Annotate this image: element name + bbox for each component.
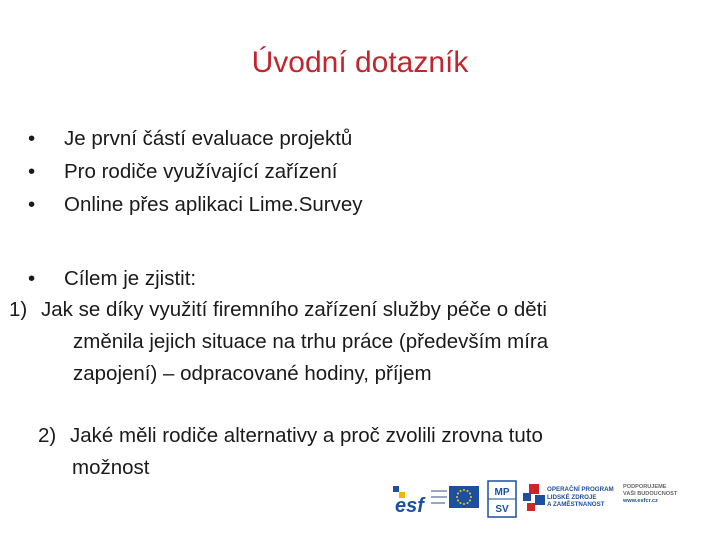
website-link: www.esfcr.cz (623, 498, 658, 504)
op-line: LIDSKÉ ZDROJE (547, 493, 597, 501)
bullet-marker: • (28, 160, 36, 183)
question-item (8, 294, 683, 390)
op-lzz-logo (523, 482, 623, 516)
goal-label: Cílem je zjistit: (64, 267, 197, 290)
op-line: A ZAMĚSTNANOST (547, 501, 605, 508)
bullet-text: Je první částí evaluace projektů (64, 127, 353, 150)
bullet-text: Pro rodiče využívající zařízení (64, 160, 338, 183)
bullet-list (28, 122, 363, 221)
goal-heading (28, 262, 196, 295)
bullet-marker: • (28, 267, 36, 290)
support-text (623, 484, 695, 516)
esf-logo-text: esf (395, 495, 424, 516)
question-list (8, 420, 682, 484)
bullet-marker: • (28, 193, 36, 216)
question-list (8, 294, 683, 390)
bullet-marker: • (28, 127, 36, 150)
svg-text:SV: SV (495, 504, 509, 515)
bullet-text: Online přes aplikaci Lime.Survey (64, 193, 363, 216)
question-text (72, 420, 682, 484)
question-line: zapojení) – odpracované hodiny, příjem (73, 362, 432, 385)
question-line: Jaké měli rodiče alternativy a proč zvolili zrovna tuto (70, 424, 543, 447)
support-line: PODPORUJEME (623, 484, 667, 490)
mpsv-logo (487, 480, 517, 518)
list-item (28, 155, 363, 188)
question-item (8, 420, 682, 484)
list-item (28, 122, 363, 155)
question-line: Jak se díky využití firemního zařízení služby péče o děti (41, 298, 547, 321)
question-line: možnost (72, 456, 150, 479)
question-number: 2) (38, 424, 57, 447)
question-text (41, 294, 683, 390)
list-item (28, 188, 363, 221)
footer-logos (393, 480, 693, 520)
eu-flag-icon (449, 486, 479, 508)
question-number: 1) (9, 298, 28, 321)
esf-logo (393, 484, 449, 516)
op-line: OPERAČNÍ PROGRAM (547, 486, 614, 493)
question-line: změnila jejich situace na trhu práce (především míra (73, 330, 549, 353)
svg-text:MP: MP (494, 487, 510, 498)
support-line: VAŠI BUDOUCNOST (623, 491, 678, 497)
slide-title: Úvodní dotazník (251, 46, 469, 79)
